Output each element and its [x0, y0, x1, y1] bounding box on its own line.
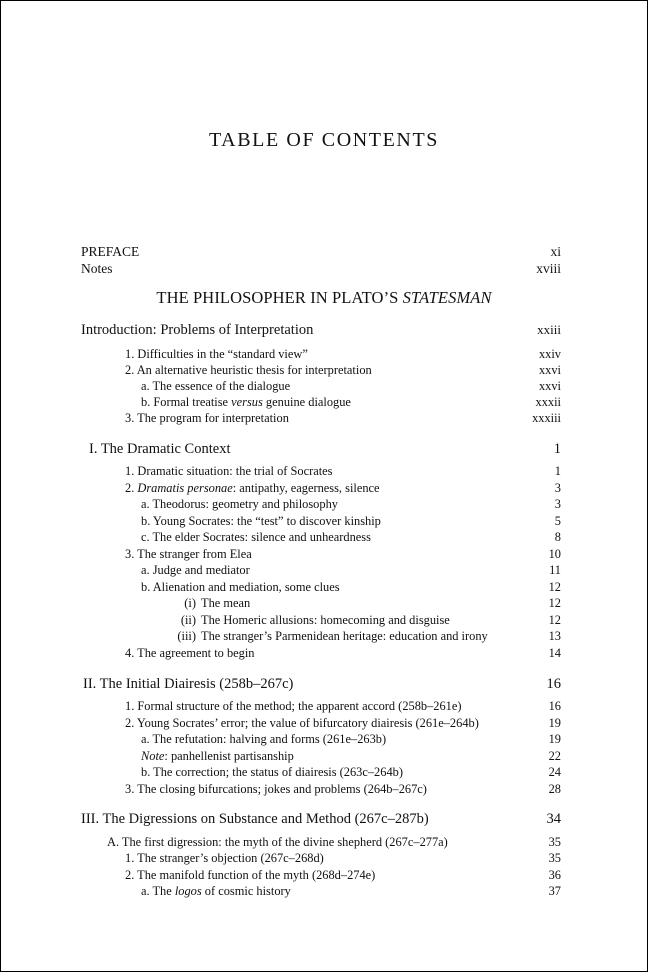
entry-page: xxvi [538, 379, 561, 393]
entry-label: 1. Dramatic situation: the trial of Socrates [125, 464, 333, 478]
toc-entry[interactable] [1, 646, 647, 662]
entry-label [172, 613, 450, 628]
entry-label-pre: 2. [125, 481, 138, 495]
entry-label: II. The Initial Diairesis (258b–267c) [83, 676, 294, 692]
entry-label: 3. The stranger from Elea [125, 547, 252, 561]
entry-label-post: : panhellenist partisanship [164, 749, 294, 763]
entry-number: (ii) [180, 613, 196, 627]
toc-entry[interactable] [1, 851, 647, 867]
entry-page: 3 [554, 481, 561, 495]
entry-page: 14 [548, 646, 561, 660]
toc-entry-notes[interactable] [1, 261, 647, 277]
entry-page: 1 [553, 441, 561, 457]
entry-page: 19 [548, 716, 561, 730]
entry-label: b. Young Socrates: the “test” to discover kinship [141, 514, 381, 528]
entry-page: 34 [546, 811, 561, 827]
toc-entry[interactable] [1, 363, 647, 379]
entry-label: a. The essence of the dialogue [141, 379, 291, 393]
entry-page: 28 [548, 782, 561, 796]
entry-page: 24 [548, 765, 561, 779]
entry-label: 3. The program for interpretation [125, 411, 289, 425]
book-title [1, 288, 647, 308]
entry-page: xxiv [538, 347, 561, 361]
toc-entry[interactable] [1, 497, 647, 513]
entry-label: 2. The manifold function of the myth (268d–274e) [125, 868, 376, 882]
toc-entry[interactable] [1, 347, 647, 363]
toc-entry[interactable] [1, 464, 647, 480]
entry-label: b. Alienation and mediation, some clues [141, 580, 340, 594]
entry-label: c. The elder Socrates: silence and unheardness [141, 530, 371, 544]
entry-label: b. The correction; the status of diairesis (263c–264b) [141, 765, 403, 779]
entry-page: 19 [548, 732, 561, 746]
toc-entry[interactable] [1, 716, 647, 732]
entry-label-italic: Note [141, 749, 165, 763]
entry-page: xviii [536, 261, 561, 276]
entry-label: III. The Digressions on Substance and Method (267c–287b) [81, 811, 429, 827]
entry-page: 13 [548, 629, 561, 643]
toc-entry-chapter-2[interactable] [1, 676, 647, 692]
entry-label [172, 629, 488, 644]
entry-page: 5 [554, 514, 561, 528]
entry-label: 4. The agreement to begin [125, 646, 255, 660]
book-title-italic: STATESMAN [402, 288, 492, 307]
entry-page: xi [550, 244, 561, 259]
entry-label: a. The refutation: halving and forms (261e–263b) [141, 732, 387, 746]
toc-entry[interactable] [1, 530, 647, 546]
entry-label [125, 481, 380, 496]
entry-label: 2. Young Socrates’ error; the value of bifurcatory diairesis (261e–264b) [125, 716, 479, 730]
entry-label-post: : antipathy, eagerness, silence [232, 481, 380, 495]
toc-entry[interactable] [1, 379, 647, 395]
toc-entry-preface[interactable] [1, 244, 647, 260]
toc-entry[interactable] [1, 884, 647, 900]
entry-label: Notes [81, 261, 113, 276]
entry-label-post: genuine dialogue [262, 395, 351, 409]
entry-label: a. Judge and mediator [141, 563, 250, 577]
entry-label: 2. An alternative heuristic thesis for interpretation [125, 363, 372, 377]
entry-page: 35 [548, 851, 561, 865]
entry-label-italic: versus [231, 395, 263, 409]
entry-page: 12 [548, 580, 561, 594]
entry-page: xxxii [535, 395, 561, 409]
entry-label-pre: b. Formal treatise [141, 395, 232, 409]
toc-entry[interactable] [1, 514, 647, 530]
toc-entry[interactable] [1, 596, 647, 612]
entry-page: 16 [546, 676, 561, 692]
entry-page: 36 [548, 868, 561, 882]
entry-label [141, 884, 291, 899]
entry-page: 10 [548, 547, 561, 561]
entry-label-italic: logos [174, 884, 202, 898]
entry-label-italic: Dramatis personae [137, 481, 233, 495]
toc-entry-introduction[interactable] [1, 322, 647, 338]
toc-entry[interactable] [1, 699, 647, 715]
toc-entry[interactable] [1, 749, 647, 765]
entry-label: Introduction: Problems of Interpretation [81, 322, 314, 338]
entry-page: xxvi [538, 363, 561, 377]
entry-label: 1. Formal structure of the method; the apparent accord (258b–261e) [125, 699, 462, 713]
entry-label-post: of cosmic history [201, 884, 291, 898]
entry-label [172, 596, 250, 611]
toc-entry[interactable] [1, 835, 647, 851]
entry-page: 8 [554, 530, 561, 544]
entry-page: xxxiii [532, 411, 561, 425]
entry-label-text: The stranger’s Parmenidean heritage: education and irony [201, 629, 488, 643]
entry-page: 12 [548, 596, 561, 610]
toc-entry[interactable] [1, 481, 647, 497]
entry-label: 1. Difficulties in the “standard view” [125, 347, 308, 361]
toc-entry[interactable] [1, 563, 647, 579]
toc-entry[interactable] [1, 765, 647, 781]
entry-number: (iii) [177, 629, 196, 643]
toc-entry[interactable] [1, 629, 647, 645]
toc-entry[interactable] [1, 547, 647, 563]
entry-label: 1. The stranger’s objection (267c–268d) [125, 851, 324, 865]
entry-label: PREFACE [81, 244, 140, 259]
toc-entry[interactable] [1, 732, 647, 748]
toc-entry[interactable] [1, 613, 647, 629]
toc-entry[interactable] [1, 395, 647, 411]
page-title: TABLE OF CONTENTS [208, 129, 440, 151]
entry-label-pre: a. The [141, 884, 175, 898]
toc-entry[interactable] [1, 411, 647, 427]
entry-label: a. Theodorus: geometry and philosophy [141, 497, 338, 511]
toc-entry[interactable] [1, 868, 647, 884]
entry-page: 35 [548, 835, 561, 849]
entry-page: 3 [554, 497, 561, 511]
book-title-prefix: THE PHILOSOPHER IN PLATO’S [156, 288, 403, 307]
entry-page: 16 [548, 699, 561, 713]
entry-page: 1 [554, 464, 561, 478]
entry-label-text: The mean [201, 596, 251, 610]
toc-entry-chapter-1[interactable] [1, 441, 647, 457]
entry-label: A. The first digression: the myth of the divine shepherd (267c–277a) [107, 835, 448, 849]
entry-page: 12 [548, 613, 561, 627]
entry-label: I. The Dramatic Context [89, 441, 231, 457]
entry-page: 22 [548, 749, 561, 763]
entry-label [141, 749, 294, 764]
entry-label-text: The Homeric allusions: homecoming and disguise [201, 613, 450, 627]
entry-label: 3. The closing bifurcations; jokes and problems (264b–267c) [125, 782, 427, 796]
entry-page: 37 [548, 884, 561, 898]
entry-page: 11 [549, 563, 561, 577]
toc-entry[interactable] [1, 782, 647, 798]
toc-entry[interactable] [1, 580, 647, 596]
entry-label [141, 395, 351, 410]
entry-number: (i) [184, 596, 196, 610]
toc-entry-chapter-3[interactable] [1, 811, 647, 827]
entry-page: xxiii [537, 322, 561, 337]
